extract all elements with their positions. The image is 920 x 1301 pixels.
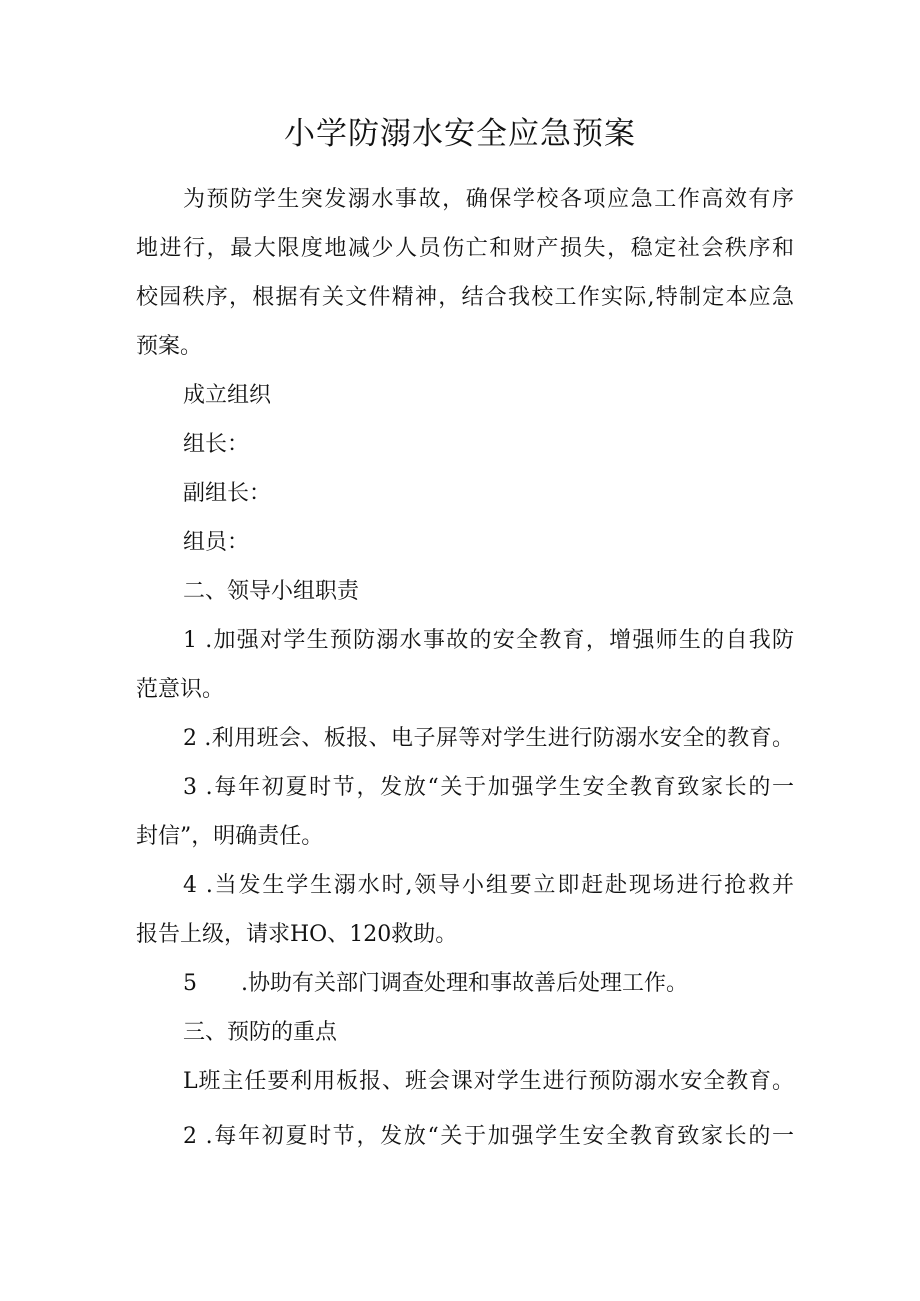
section2-item-5 — [183, 959, 688, 1008]
intro-line-2: 地进行，最大限度地减少人员伤亡和财产损失，稳定社会秩序和 — [136, 236, 794, 261]
section2-item-4 — [136, 861, 794, 959]
document-title: 小学防溺水安全应急预案 — [284, 116, 636, 152]
section3-item-2: 2 .每年初夏时节，发放“关于加强学生安全教育致家长的一 — [183, 1124, 794, 1149]
section2-item-3-line-2: 封信”，明确责任。 — [136, 824, 324, 849]
section2-item-5-number: 5 — [183, 971, 197, 996]
section3-item-1: L班主任要利用板报、班会课对学生进行预防溺水安全教育。 — [183, 1069, 794, 1094]
intro-line-3: 校园秩序，根据有关文件精神，结合我校工作实际,特制定本应急 — [136, 285, 794, 310]
section2-heading: 二、领导小组职责 — [183, 579, 360, 604]
members-label: 组员： — [183, 530, 250, 555]
section2-item-2: 2 .利用班会、板报、电子屏等对学生进行防溺水安全的教育。 — [183, 726, 794, 751]
leader-label: 组长： — [183, 432, 250, 457]
section2-item-3-line-1: 3 .每年初夏时节，发放“关于加强学生安全教育致家长的一 — [183, 775, 794, 800]
section2-item-4-line-1: 4 .当发生学生溺水时,领导小组要立即赶赴现场进行抢救并 — [183, 873, 794, 898]
section2-item-1-line-2: 范意识。 — [136, 677, 225, 702]
intro-paragraph — [136, 175, 794, 371]
intro-line-4: 预案。 — [136, 334, 203, 359]
section1-heading: 成立组织 — [183, 383, 272, 408]
section3-heading: 三、预防的重点 — [183, 1020, 338, 1045]
section2-item-3 — [136, 763, 794, 861]
section2-item-4-line-2: 报告上级，请求HO、120救助。 — [136, 922, 458, 947]
section2-item-5-text: .协助有关部门调查处理和事故善后处理工作。 — [241, 971, 688, 996]
intro-line-1: 为预防学生突发溺水事故，确保学校各项应急工作高效有序 — [183, 187, 794, 212]
section2-item-1-line-1: 1 .加强对学生预防溺水事故的安全教育，增强师生的自我防 — [183, 628, 794, 653]
deputy-leader-label: 副组长： — [183, 481, 272, 506]
section2-item-1 — [136, 616, 794, 714]
